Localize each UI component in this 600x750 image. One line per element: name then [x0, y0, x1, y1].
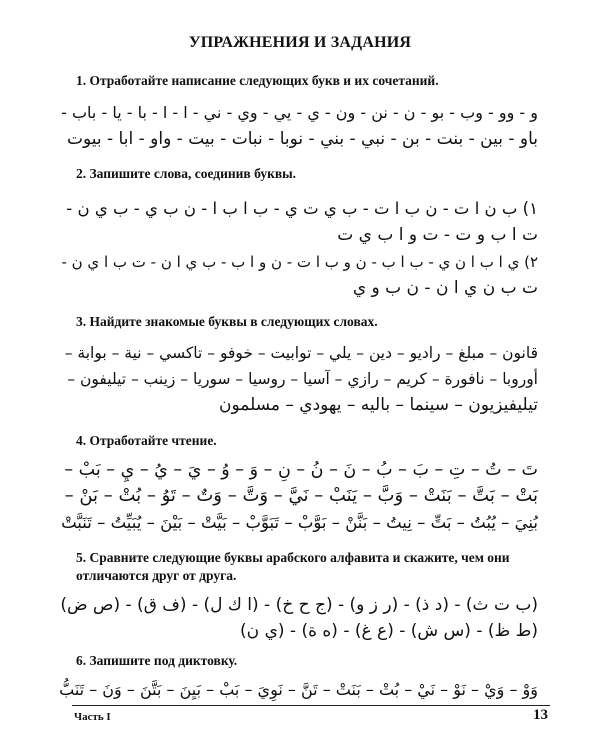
exercise-2-heading: 2. Запишите слова, соединив буквы.	[76, 166, 297, 181]
footer-rule	[72, 705, 550, 706]
footer-part-label: Часть I	[74, 711, 111, 723]
exercise-4-heading: 4. Отработайте чтение.	[76, 433, 217, 448]
exercise-3-heading: 3. Найдите знакомые буквы в следующих словах.	[76, 314, 378, 329]
exercise-1-line-2: باو - بين - بنت - بن - نبي - بني - نوبا - نبات - بيت - واو - ابا - بيوت	[66, 129, 538, 149]
exercise-1-line-1: و - وو - وب - بو - ن - نن - ون - ي - يي - وي - ني - ا - ا - با - يا - باب -	[61, 103, 538, 122]
page-title: УПРАЖНЕНИЯ И ЗАДАНИЯ	[188, 34, 412, 51]
exercise-6-heading: 6. Запишите под диктовку.	[76, 653, 238, 668]
exercise-4-line-1: تَ – تُ – تِ – بَ – بُ – نَ – نُ – نِ – وَ – وُ – يَ – يُ – يِ – بَبْ –	[64, 460, 538, 480]
exercise-5-heading: 5. Сравните следующие буквы арабского алфавита и скажите, чем они отличаются друг от друга.	[76, 550, 510, 583]
page-number: 13	[533, 707, 548, 723]
exercise-3-line-3: تيليفيزيون – سينما – باليه – يهودي – مسلمون	[218, 395, 538, 415]
exercise-4-line-3: بُنِيَ – يُبُتُ – بَتِّ – نِيتُ – بَنَّنْ – بَوَّبْ – تَبَوَّبْ – بَيَّتْ – بَيْنَ – يُبَيِّتُ – تَنَبَّتْ	[61, 513, 538, 532]
exercise-1-heading: 1. Отработайте написание следующих букв и их сочетаний.	[76, 73, 439, 88]
exercise-3-line-1: قانون – مبلغ – راديو – دين – يلي – توابيت – خوفو – تاكسي – نية – بوابة –	[64, 344, 538, 362]
exercise-5-line-1: (ب ت ث) - (د ذ) - (ر ز و) - (ج ح خ) - (ا ك ل) - (ف ق) - (ص ض)	[60, 595, 538, 615]
exercise-6-line-1: وَوْ – وَيْ – نَوْ – نَيْ – بُتْ – بَنَتْ – تَنَّ – نَوِيَ – بَبْ – بَيِنَ – بَتَّنَ – وَنَ – تَنَبُّ	[59, 680, 538, 699]
exercise-5-line-2: (ط ظ) - (س ش) - (ع غ) - (ه ة) - (ي ن)	[240, 621, 538, 641]
exercise-2-line-4: ت ب ن ي ا ن - ن ب و ي	[352, 278, 538, 298]
exercise-2-line-3: ٢) ي ا ب ا ن ي - ب ا ب - ن و ب ا ت - ن و ا ب - ب ي ا ن - ت ب ا ي ن -	[61, 253, 538, 271]
exercise-3-line-2: أوروبا – نافورة – كريم – رازي – آسيا – روسيا – سوريا – زينب – تيليفون –	[67, 370, 538, 388]
exercise-2-line-1: ١) ب ن ا ت - ن ب ا ت - ب ي ت ي - ب ا ب ا - ن ب ي - ب ي ن -	[66, 199, 538, 218]
exercise-2-line-2: ت ا ب و ت - ت و ا ب ي ت	[337, 225, 538, 245]
exercise-4-line-2: بَتْ – بَتَّ – بَنَتْ – وَبَّ – يَنَبْ – نَيَّ – وَتَّ – وَتٌ – تَوُ – بُتْ – بَنْ –	[64, 485, 538, 506]
